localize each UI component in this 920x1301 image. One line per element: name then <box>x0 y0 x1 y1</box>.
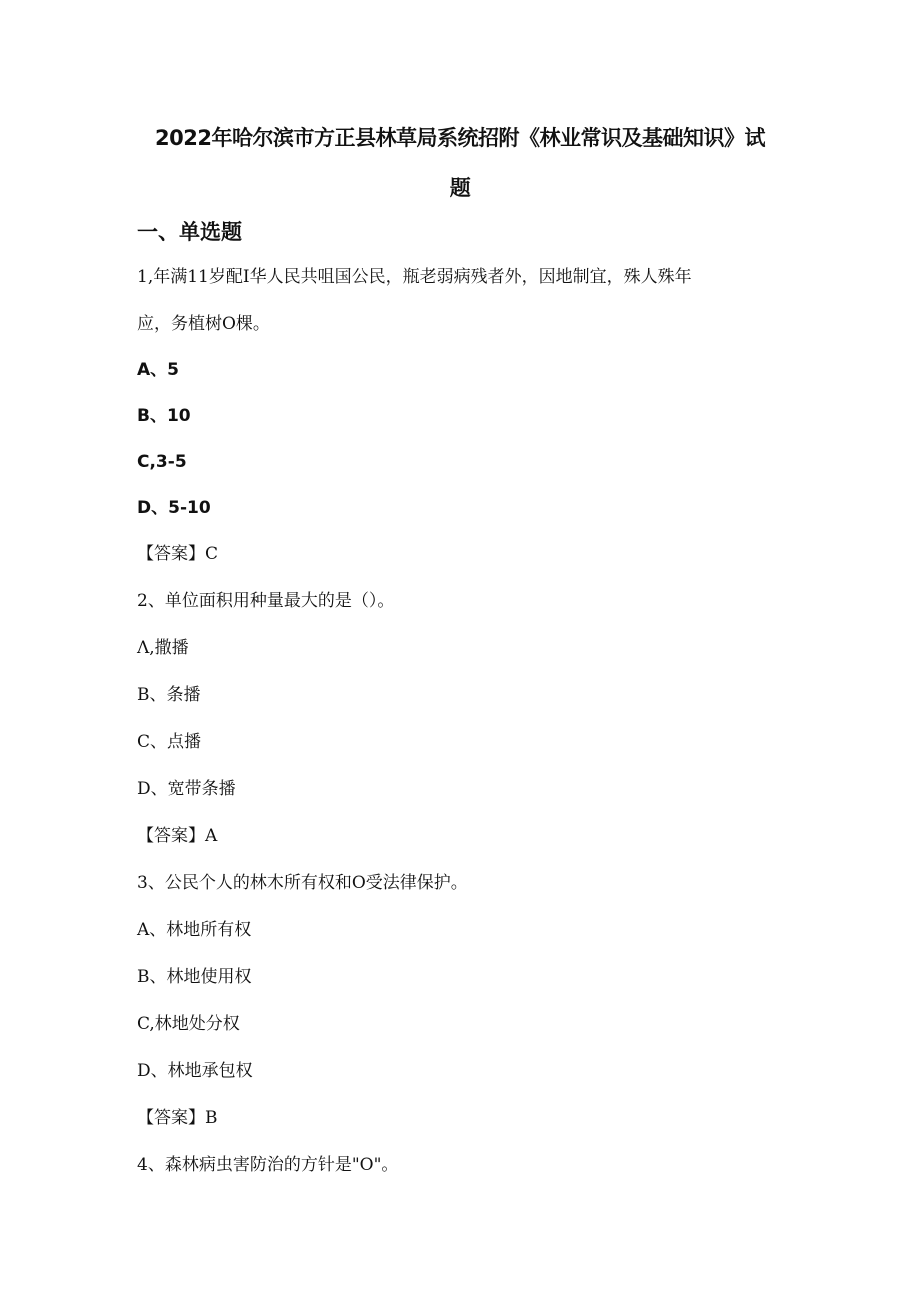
question-3-option-d: D、林地承包权 <box>137 1061 253 1081</box>
question-1-text: 1,年满11岁配I华人民共咀国公民，瓶老弱病残者外，因地制宜，殊人殊年 <box>137 267 692 287</box>
question-2-option-c: C、点播 <box>137 732 202 752</box>
question-1-option-c: C,3-5 <box>137 452 187 472</box>
question-2-option-d: D、宽带条播 <box>137 779 236 799</box>
document-title: 2022年哈尔滨市方正县林草局系统招附《林业常识及基础知识》试 <box>155 126 765 150</box>
question-1-text-continued: 应，务植树O棵。 <box>137 314 270 334</box>
question-1-option-d: D、5-10 <box>137 498 211 518</box>
question-2-text: 2、单位面积用种量最大的是（）。 <box>137 591 395 611</box>
question-3-option-a: A、林地所有权 <box>137 920 252 940</box>
question-2-answer: 【答案】A <box>137 826 218 846</box>
question-3-text: 3、公民个人的林木所有权和O受法律保护。 <box>137 873 468 893</box>
document-title-continued: 题 <box>449 176 471 200</box>
question-2-option-b: B、条播 <box>137 685 201 705</box>
question-1-answer: 【答案】C <box>137 544 219 564</box>
question-3-option-b: B、林地使用权 <box>137 967 252 987</box>
question-4-text: 4、森林病虫害防治的方针是"O"。 <box>137 1155 399 1175</box>
question-3-answer: 【答案】B <box>137 1108 218 1128</box>
section-heading: 一、单选题 <box>137 220 242 244</box>
question-3-option-c: C,林地处分权 <box>137 1014 240 1034</box>
question-2-option-a: Λ,撒播 <box>137 638 189 658</box>
question-1-option-a: A、5 <box>137 360 179 380</box>
question-1-option-b: B、10 <box>137 406 191 426</box>
